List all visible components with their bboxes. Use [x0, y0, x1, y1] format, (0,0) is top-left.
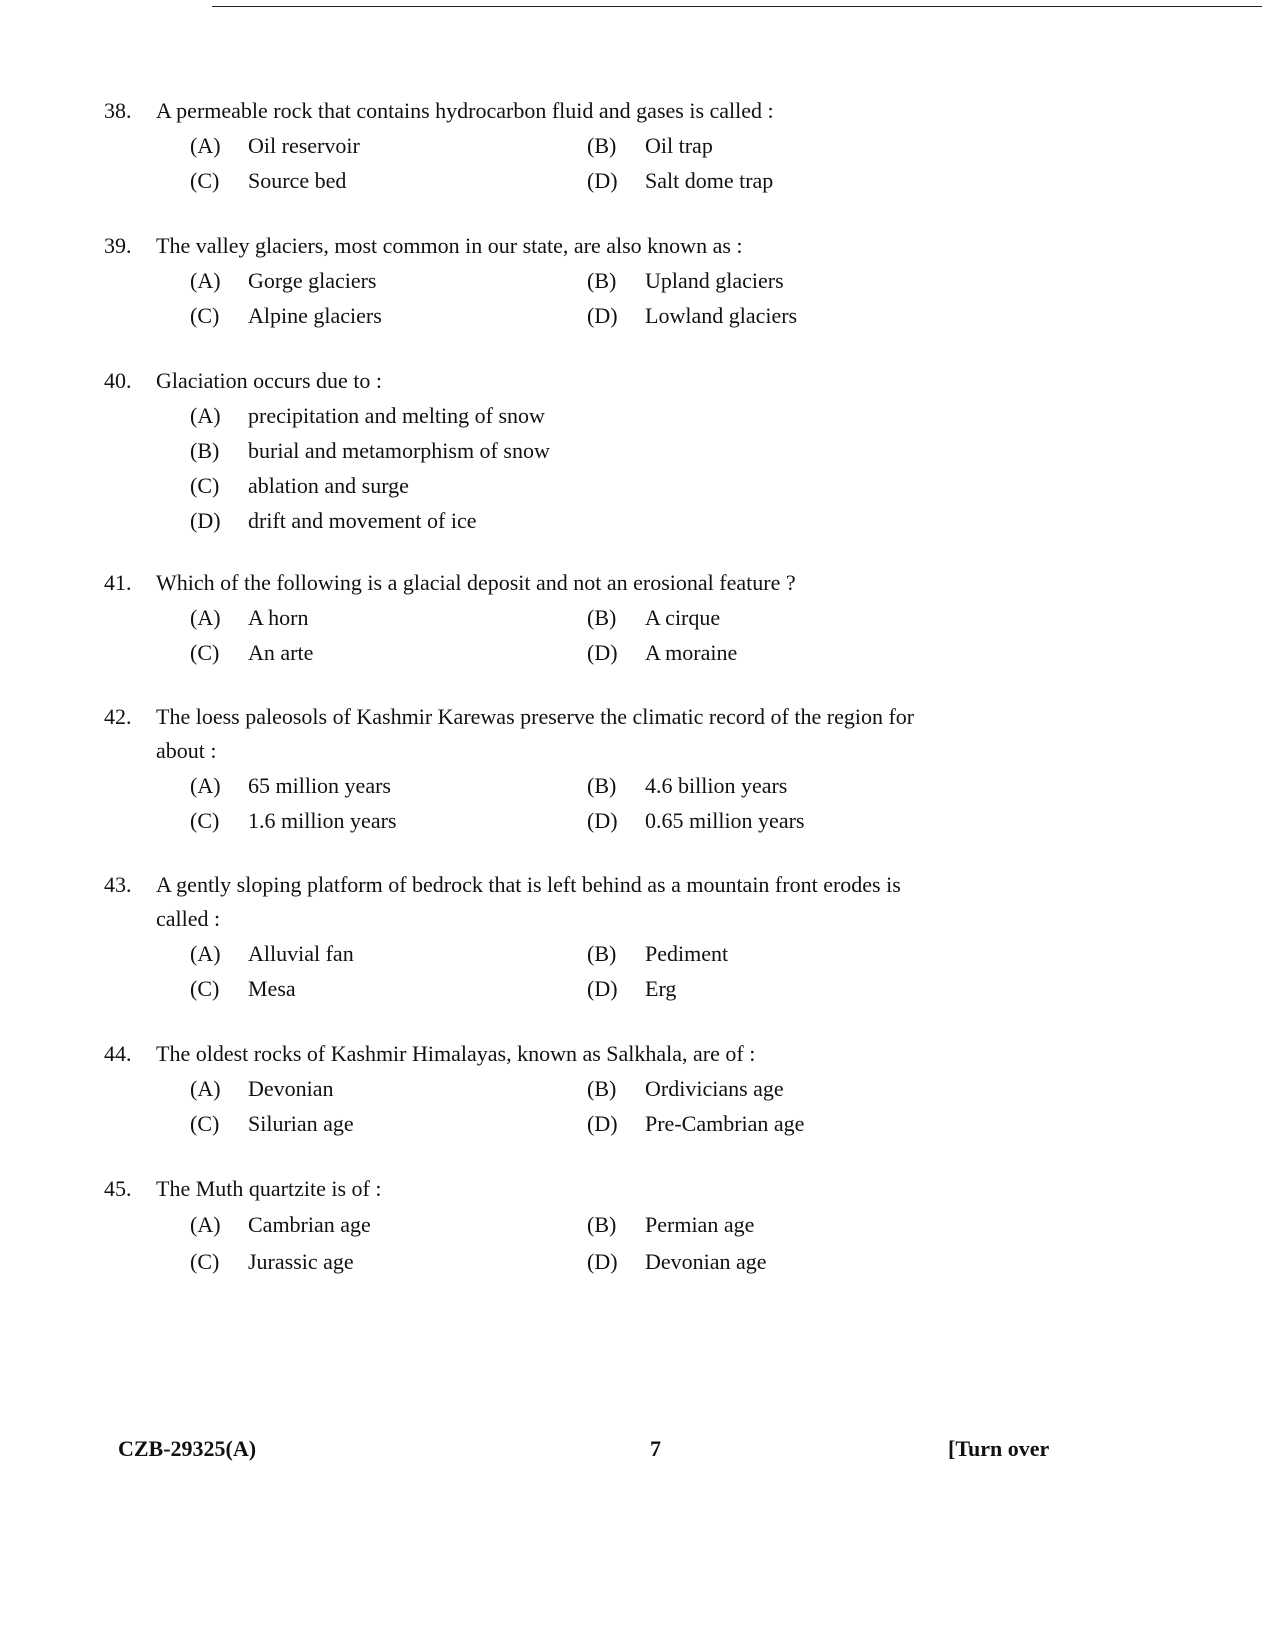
question-42	[104, 700, 984, 838]
question-44	[104, 1037, 984, 1141]
question-text: The valley glaciers, most common in our state, are also known as :	[156, 233, 743, 258]
option-d: (D) Lowland glaciers	[587, 303, 798, 328]
question-39	[104, 229, 984, 333]
option-d: (D) Pre-Cambrian age	[587, 1111, 805, 1136]
option-a: (A) Gorge glaciers	[190, 268, 377, 293]
option-d: (D) drift and movement of ice	[190, 508, 477, 533]
options	[190, 1071, 984, 1141]
question-43	[104, 868, 984, 1006]
question-number: 38.	[104, 98, 132, 123]
page-number: 7	[650, 1436, 661, 1461]
option-c: (C) Jurassic age	[190, 1249, 354, 1274]
question-45	[104, 1172, 984, 1279]
option-d: (D) Erg	[587, 976, 677, 1001]
option-c: (C) An arte	[190, 640, 314, 665]
option-c: (C) ablation and surge	[190, 473, 409, 498]
option-a: (A) precipitation and melting of snow	[190, 403, 545, 428]
option-c: (C) Source bed	[190, 168, 347, 193]
option-c: (C) Alpine glaciers	[190, 303, 382, 328]
options	[190, 768, 984, 838]
question-text: Glaciation occurs due to :	[156, 368, 383, 393]
question-text: The Muth quartzite is of :	[156, 1176, 382, 1201]
option-d: (D) 0.65 million years	[587, 808, 805, 833]
question-text: Which of the following is a glacial deposit and not an erosional feature ?	[156, 570, 796, 595]
option-c: (C) Silurian age	[190, 1111, 354, 1136]
option-b: (B) Pediment	[587, 941, 729, 966]
question-number: 40.	[104, 368, 132, 393]
option-b: (B) Upland glaciers	[587, 268, 784, 293]
option-b: (B) burial and metamorphism of snow	[190, 438, 550, 463]
option-a: (A) Cambrian age	[190, 1212, 371, 1237]
options	[190, 936, 984, 1006]
option-a: (A) Devonian	[190, 1076, 334, 1101]
question-text: The oldest rocks of Kashmir Himalayas, known as Salkhala, are of :	[156, 1041, 756, 1066]
question-text: The loess paleosols of Kashmir Karewas preserve the climatic record of the region for about :	[156, 704, 915, 763]
option-c: (C) 1.6 million years	[190, 808, 397, 833]
question-text: A permeable rock that contains hydrocarbon fluid and gases is called :	[156, 98, 774, 123]
question-38	[104, 94, 984, 198]
turn-over-label: [Turn over	[948, 1436, 1050, 1461]
option-a: (A) A horn	[190, 605, 309, 630]
question-number: 43.	[104, 872, 132, 897]
option-a: (A) Oil reservoir	[190, 133, 360, 158]
top-rule	[212, 6, 1262, 7]
option-b: (B) Ordivicians age	[587, 1076, 784, 1101]
question-41	[104, 566, 984, 670]
paper-code: CZB-29325(A)	[118, 1436, 257, 1461]
options	[190, 1206, 984, 1279]
question-number: 41.	[104, 570, 132, 595]
options	[190, 398, 984, 538]
question-number: 39.	[104, 233, 132, 258]
question-number: 45.	[104, 1176, 132, 1201]
question-number: 42.	[104, 704, 132, 729]
question-number: 44.	[104, 1041, 132, 1066]
option-b: (B) Oil trap	[587, 133, 713, 158]
option-d: (D) Salt dome trap	[587, 168, 774, 193]
option-c: (C) Mesa	[190, 976, 296, 1001]
options	[190, 600, 984, 670]
option-b: (B) A cirque	[587, 605, 721, 630]
option-d: (D) A moraine	[587, 640, 738, 665]
question-40	[104, 364, 984, 538]
option-b: (B) 4.6 billion years	[587, 773, 788, 798]
options	[190, 128, 984, 198]
options	[190, 263, 984, 333]
option-a: (A) Alluvial fan	[190, 941, 354, 966]
option-d: (D) Devonian age	[587, 1249, 767, 1274]
option-b: (B) Permian age	[587, 1212, 755, 1237]
option-a: (A) 65 million years	[190, 773, 391, 798]
question-text: A gently sloping platform of bedrock that is left behind as a mountain front erodes is called :	[156, 872, 901, 931]
